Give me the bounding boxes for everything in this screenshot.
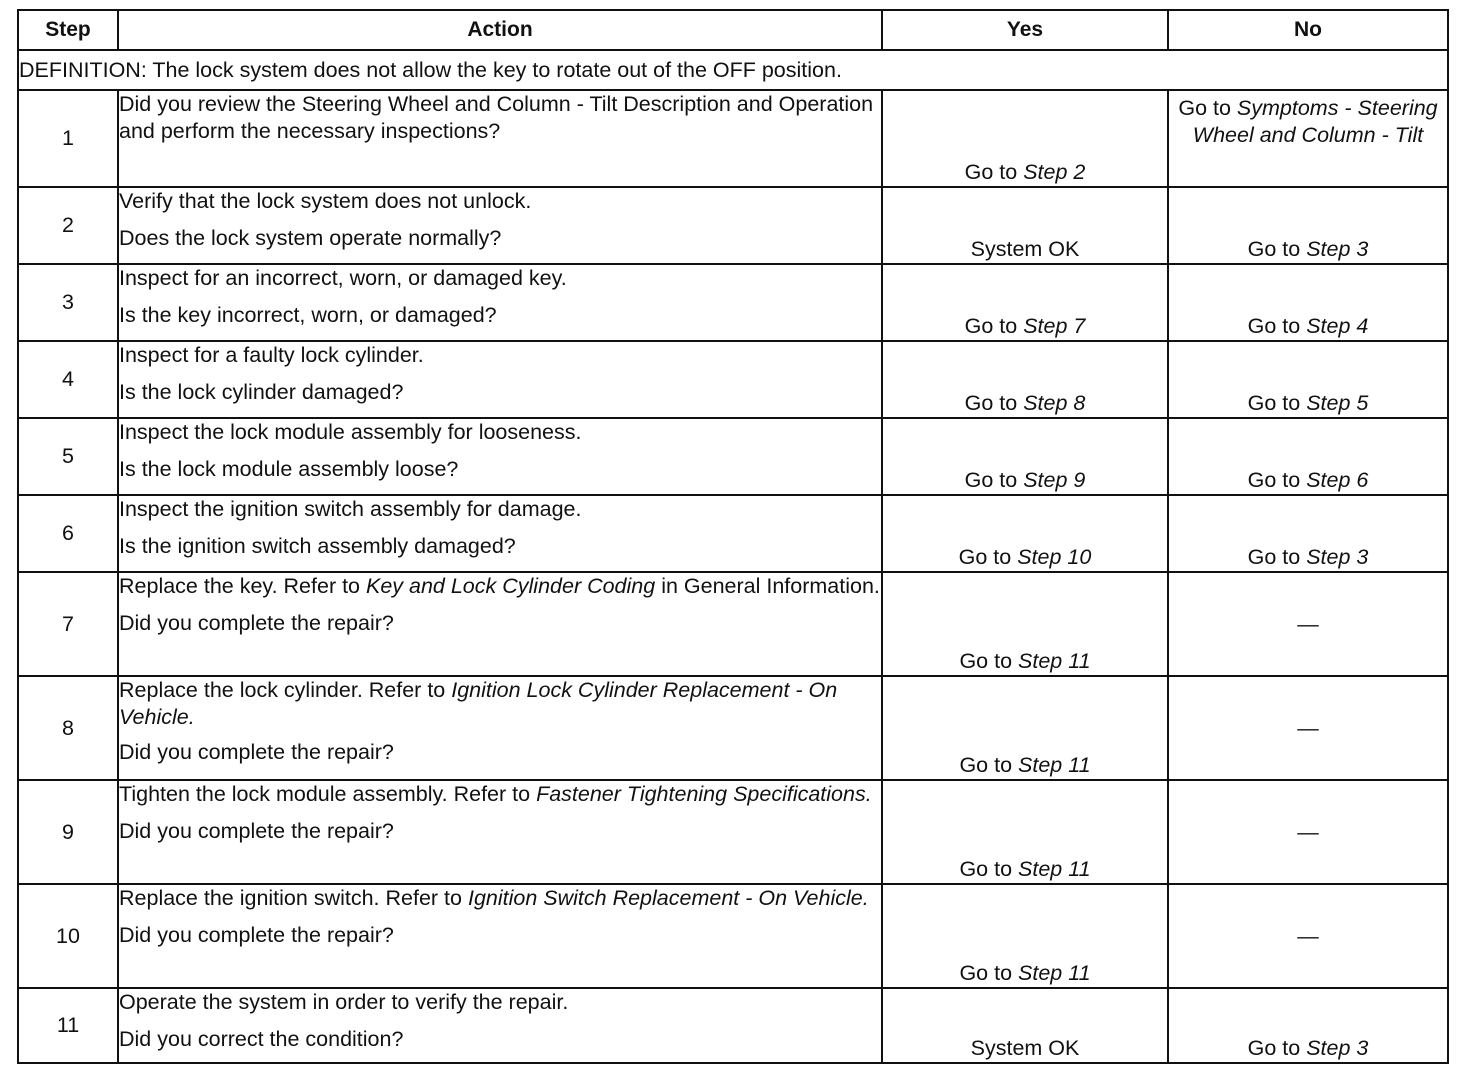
no-cell [1168,988,1448,1063]
table-row [18,495,1448,572]
table-row [18,187,1448,264]
no-step-link: Step 3 [1306,1036,1369,1060]
yes-step-link: Step 2 [1023,160,1086,184]
diagnostic-table [17,9,1449,1064]
no-cell [1168,264,1448,341]
yes-cell [882,988,1168,1063]
yes-step-link: Step 11 [1018,961,1091,985]
yes-step-link: Step 11 [1018,753,1091,777]
action-instruction: Verify that the lock system does not unlock. [119,189,532,213]
action-instruction: Operate the system in order to verify the repair. [119,990,569,1014]
action-cell [118,187,882,264]
no-cell [1168,90,1448,187]
step-number: 11 [18,988,118,1063]
action-cell [118,676,882,780]
action-instruction [119,677,881,731]
step-number: 6 [18,495,118,572]
table-row [18,884,1448,988]
yes-step-link: Step 9 [1023,468,1086,492]
action-question: Did you correct the condition? [119,1027,404,1051]
action-cell [118,90,882,187]
yes-prefix: Go to [964,160,1024,184]
action-instruction: Inspect the ignition switch assembly for damage. [119,497,582,521]
action-question: Did you complete the repair? [119,923,394,947]
no-step-link: Step 4 [1306,314,1369,338]
instruction-text: Replace the lock cylinder. Refer to [119,678,452,702]
reference-link: Ignition Switch Replacement - On Vehicle. [467,886,869,910]
yes-prefix: System OK [970,237,1080,261]
action-instruction [119,573,881,600]
table-row [18,264,1448,341]
table-row [18,572,1448,676]
action-cell [118,884,882,988]
reference-link: Key and Lock Cylinder Coding [365,574,656,598]
step-number: 9 [18,780,118,884]
yes-cell [882,90,1168,187]
no-step-link: Symptoms - Steering Wheel and Column - Tilt [1192,96,1438,147]
step-number: 3 [18,264,118,341]
yes-prefix: Go to [964,391,1024,415]
no-cell [1168,187,1448,264]
yes-prefix: Go to [964,314,1024,338]
step-number: 8 [18,676,118,780]
yes-cell [882,884,1168,988]
yes-prefix: Go to [964,468,1024,492]
action-question: Is the lock cylinder damaged? [119,380,404,404]
no-step-link: Step 3 [1306,237,1369,261]
no-step-link: Step 5 [1306,391,1369,415]
yes-prefix: Go to [959,753,1019,777]
no-cell: — [1168,884,1448,988]
no-cell: — [1168,676,1448,780]
reference-link: Ignition Lock Cylinder Replacement - On Vehicle. [119,678,838,729]
action-cell [118,418,882,495]
yes-prefix: Go to [959,857,1019,881]
action-question: Did you complete the repair? [119,740,394,764]
no-cell [1168,341,1448,418]
yes-cell [882,572,1168,676]
header-action: Action [118,10,882,50]
yes-cell [882,264,1168,341]
instruction-text: Replace the ignition switch. Refer to [119,886,468,910]
yes-step-link: Step 11 [1018,857,1091,881]
action-cell [118,341,882,418]
yes-cell [882,780,1168,884]
instruction-text: in General Information. [655,574,880,598]
yes-prefix: Go to [959,649,1019,673]
header-step: Step [18,10,118,50]
yes-cell [882,341,1168,418]
yes-cell [882,676,1168,780]
step-number: 4 [18,341,118,418]
yes-step-link: Step 7 [1023,314,1086,338]
table-row [18,90,1448,187]
definition-text: DEFINITION: The lock system does not allow the key to rotate out of the OFF position. [18,50,1448,90]
no-step-link: Step 6 [1306,468,1369,492]
action-cell [118,495,882,572]
yes-prefix: Go to [959,961,1019,985]
no-step-link: Step 3 [1306,545,1369,569]
yes-step-link: Step 11 [1018,649,1091,673]
definition-row [18,50,1448,90]
step-number: 1 [18,90,118,187]
yes-step-link: Step 8 [1023,391,1086,415]
no-prefix: Go to [1247,545,1307,569]
header-yes: Yes [882,10,1168,50]
instruction-text: Replace the key. Refer to [119,574,366,598]
action-question: Does the lock system operate normally? [119,226,502,250]
action-instruction: Inspect the lock module assembly for looseness. [119,420,582,444]
yes-cell [882,495,1168,572]
action-instruction [119,781,881,808]
table-row [18,341,1448,418]
action-question: Did you complete the repair? [119,611,394,635]
action-instruction: Inspect for a faulty lock cylinder. [119,343,424,367]
no-cell [1168,418,1448,495]
table-row [18,418,1448,495]
header-no: No [1168,10,1448,50]
no-prefix: Go to [1247,391,1307,415]
step-number: 7 [18,572,118,676]
step-number: 2 [18,187,118,264]
yes-step-link: Step 10 [1017,545,1092,569]
action-cell [118,780,882,884]
header-row [18,10,1448,50]
step-number: 5 [18,418,118,495]
instruction-text: Tighten the lock module assembly. Refer to [119,782,537,806]
no-cell [1168,495,1448,572]
no-prefix: Go to [1178,96,1237,120]
action-cell [118,264,882,341]
action-question: Is the key incorrect, worn, or damaged? [119,303,497,327]
action-instruction: Inspect for an incorrect, worn, or damaged key. [119,266,567,290]
no-prefix: Go to [1247,237,1307,261]
yes-prefix: Go to [958,545,1018,569]
yes-prefix: System OK [970,1036,1080,1060]
action-question: Is the lock module assembly loose? [119,457,459,481]
table-row [18,780,1448,884]
table-row [18,988,1448,1063]
no-cell: — [1168,780,1448,884]
action-cell [118,572,882,676]
action-question: Did you review the Steering Wheel and Column - Tilt Description and Operation and perform the necessary inspections? [119,92,874,143]
action-cell [118,988,882,1063]
table-row [18,676,1448,780]
yes-cell [882,187,1168,264]
yes-cell [882,418,1168,495]
no-cell: — [1168,572,1448,676]
action-instruction [119,885,881,912]
no-prefix: Go to [1247,1036,1307,1060]
reference-link: Fastener Tightening Specifications. [536,782,872,806]
step-number: 10 [18,884,118,988]
action-question: Is the ignition switch assembly damaged? [119,534,516,558]
no-prefix: Go to [1247,314,1307,338]
action-question: Did you complete the repair? [119,819,394,843]
no-prefix: Go to [1247,468,1307,492]
